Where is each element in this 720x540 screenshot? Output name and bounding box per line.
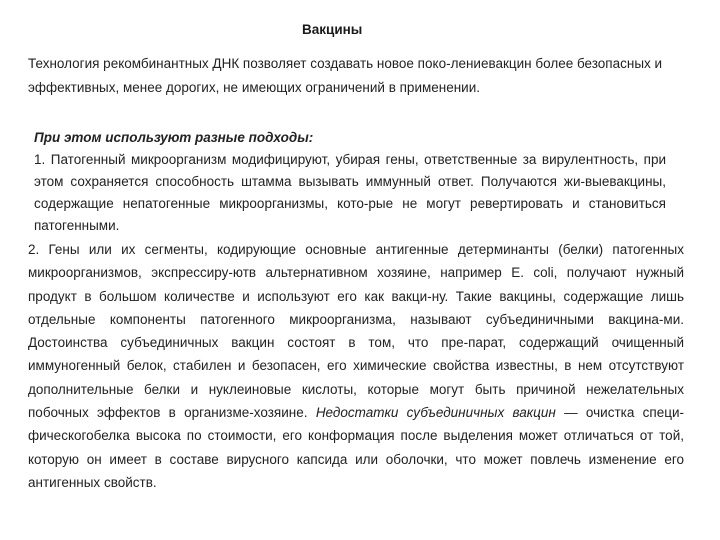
approaches-heading: При этом используют разные подходы:	[34, 130, 314, 145]
approaches-block	[34, 127, 666, 237]
approach-item-1: 1. Патогенный микроорганизм модифицируют, убирая гены, ответственные за вирулентность, при этом сохраняется способность штамма вызывать иммунный ответ. Получаются жи-выевакцины, содержащие непатогенные микроорганизмы, кото-рые не могут ревертировать и становиться патогенными.	[34, 152, 666, 233]
approach-item-2	[28, 238, 684, 494]
disadvantages-emphasis: Недостатки субъединичных вакцин	[315, 405, 556, 421]
intro-paragraph: Технология рекомбинантных ДНК позволяет создавать новое поко-лениевакцин более безопасных и эффективных, менее дорогих, не имеющих ограничений в применении.	[28, 56, 663, 95]
page-title: Вакцины	[302, 22, 363, 37]
approach-item-2-text: 2. Гены или их сегменты, кодирующие основные антигенные детерминанты (белки) патогенных микроорганизмов, экспрессиру-ютв альтернативном хозяине, например E. coli, получают нужный продукт в большом количестве и используют его как вакци-ну. Такие вакцины, содержащие лишь отдельные компоненты патогенного микроорганизма, называют субъединичными вакцина-ми. Достоинства субъединичных вакцин состоят в том, что пре-парат, содержащий очищенный иммуногенный белок, стабилен и безопасен, его химические свойства известны, в нем отсутствуют дополнительные белки и нуклеиновые кислоты, которые могут быть причиной нежелательных побочных эффектов в организме-хозяине.	[28, 242, 684, 421]
approach-item-2-continuation: — очистка специ-фическогобелка высока по стоимости, его конформация после выделения может отличаться от той, которую он имеет в составе вирусного капсида или оболочки, что может повлечь изменение его антигенных свойств.	[28, 405, 684, 490]
